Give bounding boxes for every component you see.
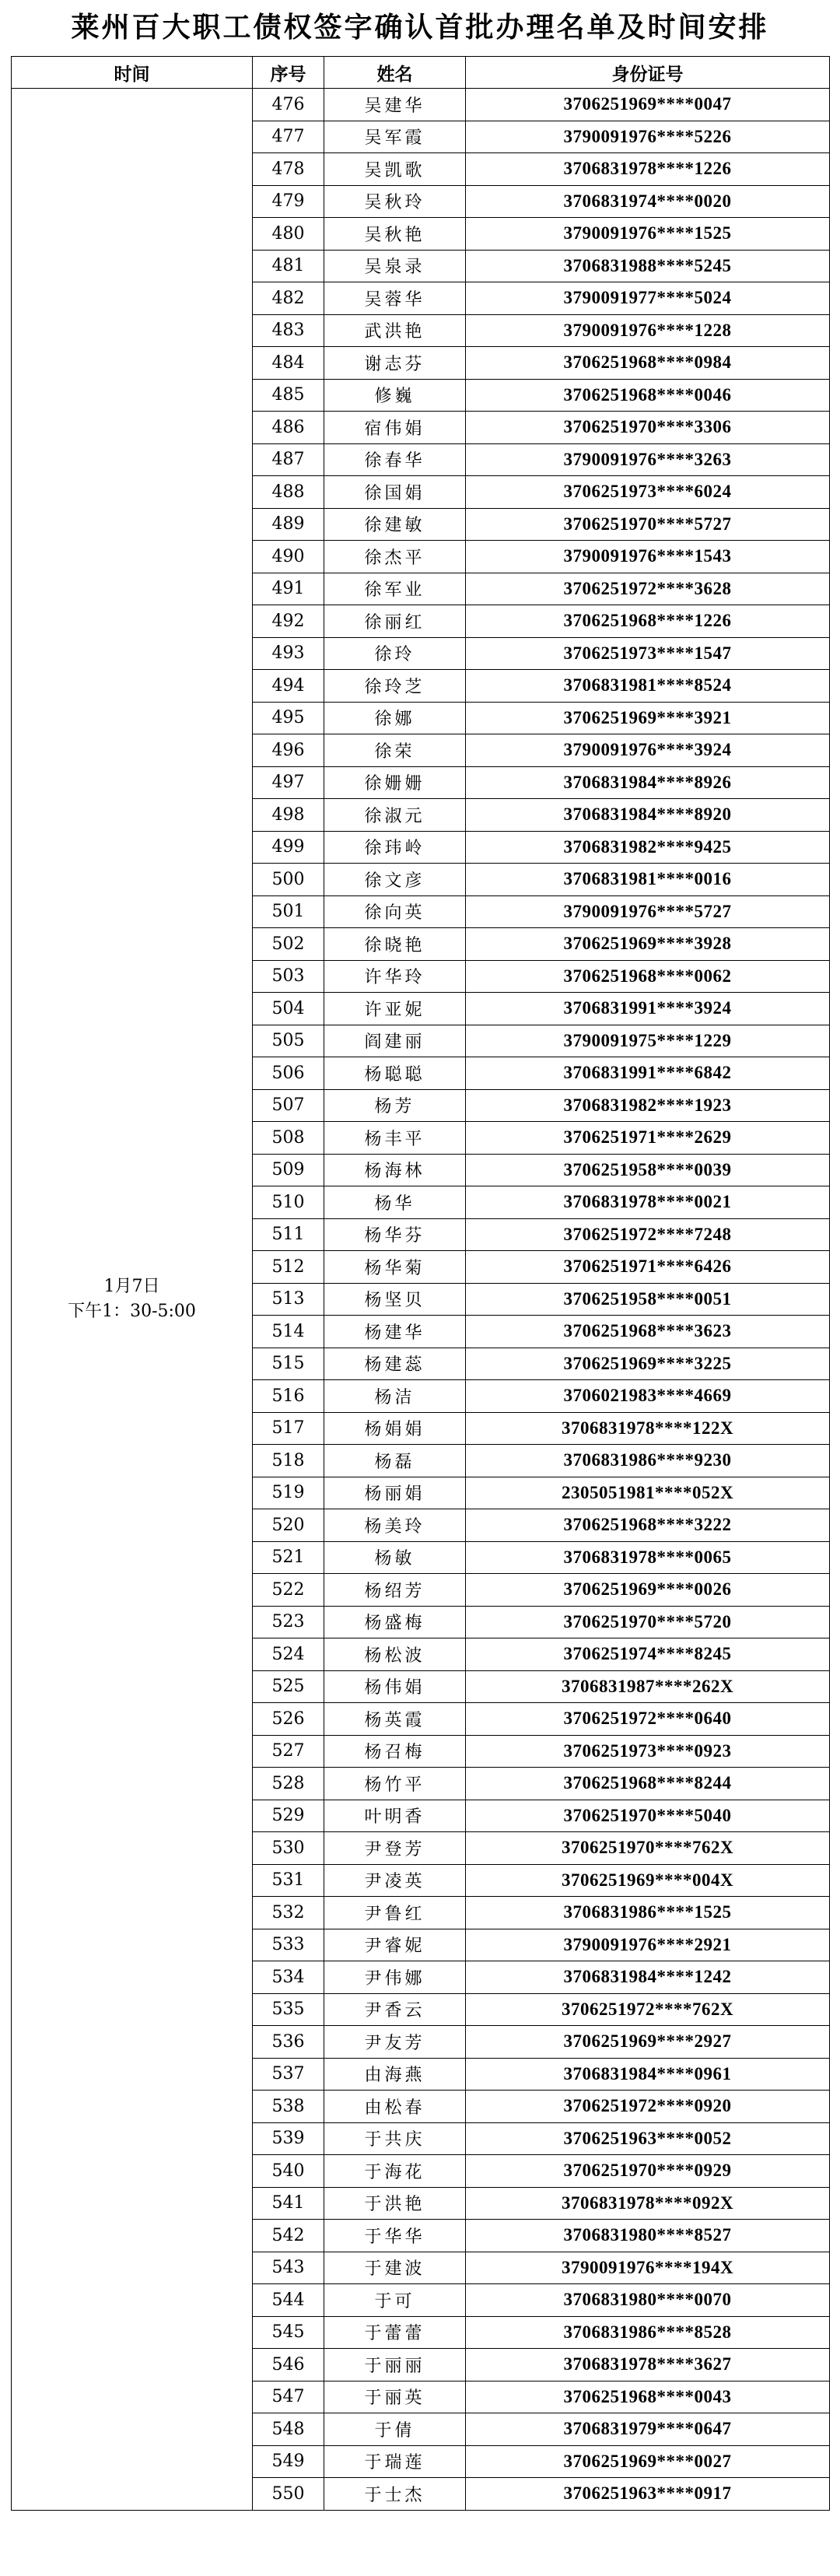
time-period: 下午1：30-5:00 [68,1301,196,1321]
name-cell: 杨娟娟 [324,1412,466,1445]
id-cell: 3706251968****0062 [466,960,830,993]
name-cell: 于建波 [324,2252,466,2284]
time-date: 1月7日 [103,1276,160,1296]
id-cell: 3706251963****0917 [466,2478,830,2511]
seq-cell: 521 [253,1541,324,1574]
name-cell: 徐娜 [324,702,466,734]
id-cell: 3790091977****5024 [466,282,830,315]
name-cell: 杨绍芳 [324,1574,466,1607]
name-cell: 尹友芳 [324,2026,466,2059]
id-cell: 3706251972****762X [466,1993,830,2026]
name-cell: 徐军业 [324,573,466,605]
name-cell: 于海花 [324,2155,466,2188]
id-cell: 3706251968****1226 [466,605,830,638]
seq-cell: 501 [253,895,324,928]
seq-cell: 512 [253,1251,324,1284]
seq-cell: 483 [253,314,324,347]
name-cell: 徐向英 [324,895,466,928]
name-cell: 杨华菊 [324,1251,466,1284]
seq-cell: 530 [253,1832,324,1865]
seq-cell: 538 [253,2091,324,2123]
name-cell: 杨敏 [324,1541,466,1574]
name-cell: 杨盛梅 [324,1606,466,1638]
id-cell: 3706251972****7248 [466,1218,830,1251]
seq-cell: 519 [253,1477,324,1509]
name-cell: 杨芳 [324,1089,466,1122]
seq-cell: 534 [253,1961,324,1994]
id-cell: 3706831978****3627 [466,2349,830,2381]
name-cell: 杨华 [324,1186,466,1219]
id-cell: 3706831982****9425 [466,831,830,864]
name-cell: 于共庆 [324,2122,466,2155]
id-cell: 3706251970****762X [466,1832,830,1865]
seq-cell: 497 [253,766,324,799]
id-cell: 3790091975****1229 [466,1025,830,1057]
name-cell: 杨丽娟 [324,1477,466,1509]
seq-cell: 506 [253,1057,324,1090]
id-cell: 3706251968****0046 [466,379,830,412]
seq-cell: 491 [253,573,324,605]
id-cell: 3706251974****8245 [466,1638,830,1671]
seq-cell: 528 [253,1768,324,1800]
id-cell: 3706831988****5245 [466,250,830,282]
name-cell: 许亚妮 [324,993,466,1025]
seq-cell: 549 [253,2445,324,2478]
id-cell: 3706831987****262X [466,1670,830,1703]
seq-cell: 482 [253,282,324,315]
name-cell: 吴军霞 [324,121,466,153]
id-cell: 3706831991****3924 [466,993,830,1025]
seq-cell: 489 [253,508,324,541]
name-cell: 于士杰 [324,2478,466,2511]
name-cell: 徐春华 [324,443,466,476]
seq-cell: 496 [253,734,324,767]
name-cell: 徐玲 [324,637,466,670]
name-cell: 徐姗姗 [324,766,466,799]
seq-cell: 546 [253,2349,324,2381]
seq-cell: 535 [253,1993,324,2026]
seq-cell: 499 [253,831,324,864]
seq-cell: 547 [253,2381,324,2413]
name-cell: 于倩 [324,2413,466,2446]
id-cell: 3790091976****3263 [466,443,830,476]
id-cell: 3706831979****0647 [466,2413,830,2446]
id-cell: 3706251968****3623 [466,1316,830,1348]
seq-cell: 478 [253,153,324,186]
name-cell: 吴建华 [324,89,466,121]
name-cell: 于洪艳 [324,2187,466,2220]
name-cell: 徐建敏 [324,508,466,541]
seq-cell: 479 [253,185,324,218]
name-cell: 徐淑元 [324,799,466,832]
id-cell: 3706831978****0021 [466,1186,830,1219]
name-cell: 徐国娟 [324,476,466,509]
seq-cell: 484 [253,347,324,380]
name-cell: 徐杰平 [324,541,466,573]
id-cell: 3706251970****3306 [466,412,830,444]
id-cell: 3706251968****0984 [466,347,830,380]
id-cell: 3706251969****3921 [466,702,830,734]
id-cell: 3790091976****5727 [466,895,830,928]
seq-cell: 492 [253,605,324,638]
name-cell: 徐文彦 [324,864,466,896]
id-cell: 3706831984****8926 [466,766,830,799]
table-row [12,89,830,121]
id-cell: 3790091976****194X [466,2252,830,2284]
seq-cell: 540 [253,2155,324,2188]
seq-cell: 480 [253,218,324,251]
seq-cell: 515 [253,1348,324,1380]
seq-cell: 502 [253,928,324,961]
id-cell: 3706831978****092X [466,2187,830,2220]
seq-cell: 516 [253,1380,324,1413]
name-cell: 由海燕 [324,2058,466,2091]
id-cell: 3706251968****0043 [466,2381,830,2413]
name-cell: 吴泉录 [324,250,466,282]
seq-cell: 526 [253,1703,324,1736]
seq-cell: 504 [253,993,324,1025]
id-cell: 3706831980****8527 [466,2220,830,2252]
seq-cell: 517 [253,1412,324,1445]
id-cell: 3706251958****0039 [466,1154,830,1186]
seq-cell: 481 [253,250,324,282]
name-cell: 徐晓艳 [324,928,466,961]
header-name: 姓名 [324,57,466,89]
id-cell: 3706251973****6024 [466,476,830,509]
name-cell: 杨洁 [324,1380,466,1413]
name-cell: 阎建丽 [324,1025,466,1057]
id-cell: 3706251968****8244 [466,1768,830,1800]
id-cell: 3706831980****0070 [466,2284,830,2317]
name-cell: 吴秋玲 [324,185,466,218]
header-seq: 序号 [253,57,324,89]
name-cell: 于丽丽 [324,2349,466,2381]
name-cell: 尹鲁红 [324,1897,466,1929]
name-cell: 杨建蕊 [324,1348,466,1380]
seq-cell: 494 [253,670,324,703]
name-cell: 武洪艳 [324,314,466,347]
table-body [12,89,830,2511]
name-cell: 宿伟娟 [324,412,466,444]
page-title: 莱州百大职工债权签字确认首批办理名单及时间安排 [71,11,769,44]
name-cell: 杨召梅 [324,1735,466,1768]
id-cell: 3706831978****0065 [466,1541,830,1574]
id-cell: 3706251970****5720 [466,1606,830,1638]
name-cell: 于蕾蕾 [324,2316,466,2349]
seq-cell: 531 [253,1864,324,1897]
name-cell: 杨美玲 [324,1509,466,1542]
name-cell: 吴秋艳 [324,218,466,251]
id-cell: 3706251973****0923 [466,1735,830,1768]
id-cell: 3706251969****2927 [466,2026,830,2059]
id-cell: 3790091976****5226 [466,121,830,153]
seq-cell: 544 [253,2284,324,2317]
seq-cell: 488 [253,476,324,509]
id-cell: 3706831986****9230 [466,1445,830,1477]
seq-cell: 518 [253,1445,324,1477]
seq-cell: 529 [253,1800,324,1832]
seq-cell: 513 [253,1283,324,1316]
seq-cell: 520 [253,1509,324,1542]
name-cell: 杨华芬 [324,1218,466,1251]
name-cell: 修巍 [324,379,466,412]
seq-cell: 486 [253,412,324,444]
seq-cell: 536 [253,2026,324,2059]
name-cell: 尹睿妮 [324,1929,466,1961]
seq-cell: 545 [253,2316,324,2349]
name-cell: 尹登芳 [324,1832,466,1865]
name-cell: 尹香云 [324,1993,466,2026]
name-cell: 杨松波 [324,1638,466,1671]
name-cell: 杨磊 [324,1445,466,1477]
seq-cell: 511 [253,1218,324,1251]
id-cell: 3706831981****0016 [466,864,830,896]
seq-cell: 490 [253,541,324,573]
name-cell: 于可 [324,2284,466,2317]
seq-cell: 510 [253,1186,324,1219]
id-cell: 3790091976****1228 [466,314,830,347]
id-cell: 3790091976****3924 [466,734,830,767]
id-cell: 3706251968****3222 [466,1509,830,1542]
name-cell: 于丽英 [324,2381,466,2413]
id-cell: 3790091976****1525 [466,218,830,251]
name-cell: 许华玲 [324,960,466,993]
id-cell: 3790091976****2921 [466,1929,830,1961]
id-cell: 3706251973****1547 [466,637,830,670]
id-cell: 3706831984****8920 [466,799,830,832]
seq-cell: 523 [253,1606,324,1638]
id-cell: 3706251969****0047 [466,89,830,121]
id-cell: 3706251970****5040 [466,1800,830,1832]
name-cell: 杨伟娟 [324,1670,466,1703]
seq-cell: 503 [253,960,324,993]
name-cell: 于华华 [324,2220,466,2252]
seq-cell: 498 [253,799,324,832]
seq-cell: 495 [253,702,324,734]
id-cell: 3706251972****0640 [466,1703,830,1736]
name-cell: 徐玲芝 [324,670,466,703]
seq-cell: 524 [253,1638,324,1671]
id-cell: 3706251969****0026 [466,1574,830,1607]
seq-cell: 477 [253,121,324,153]
id-cell: 3706831974****0020 [466,185,830,218]
name-cell: 杨海林 [324,1154,466,1186]
name-cell: 由松春 [324,2091,466,2123]
id-cell: 3706251971****6426 [466,1251,830,1284]
seq-cell: 525 [253,1670,324,1703]
id-cell: 3706831986****8528 [466,2316,830,2349]
header-row [12,57,830,89]
id-cell: 3706831978****122X [466,1412,830,1445]
header-time: 时间 [12,57,253,89]
seq-cell: 485 [253,379,324,412]
name-cell: 杨坚贝 [324,1283,466,1316]
id-cell: 3706021983****4669 [466,1380,830,1413]
name-cell: 吴蓉华 [324,282,466,315]
seq-cell: 543 [253,2252,324,2284]
id-cell: 2305051981****052X [466,1477,830,1509]
seq-cell: 476 [253,89,324,121]
name-cell: 杨英霞 [324,1703,466,1736]
id-cell: 3706251970****5727 [466,508,830,541]
name-cell: 叶明香 [324,1800,466,1832]
seq-cell: 505 [253,1025,324,1057]
name-cell: 杨竹平 [324,1768,466,1800]
seq-cell: 508 [253,1122,324,1155]
name-cell: 徐丽红 [324,605,466,638]
seq-cell: 493 [253,637,324,670]
id-cell: 3706251969****3928 [466,928,830,961]
seq-cell: 509 [253,1154,324,1186]
id-cell: 3706251970****0929 [466,2155,830,2188]
header-id: 身份证号 [466,57,830,89]
id-cell: 3706251958****0051 [466,1283,830,1316]
seq-cell: 533 [253,1929,324,1961]
seq-cell: 532 [253,1897,324,1929]
seq-cell: 500 [253,864,324,896]
seq-cell: 541 [253,2187,324,2220]
seq-cell: 539 [253,2122,324,2155]
time-cell [12,89,253,2511]
seq-cell: 527 [253,1735,324,1768]
name-cell: 于瑞莲 [324,2445,466,2478]
id-cell: 3706831982****1923 [466,1089,830,1122]
seq-cell: 548 [253,2413,324,2446]
name-cell: 徐荣 [324,734,466,767]
name-cell: 杨丰平 [324,1122,466,1155]
seq-cell: 550 [253,2478,324,2511]
seq-cell: 522 [253,1574,324,1607]
id-cell: 3706831978****1226 [466,153,830,186]
id-cell: 3706251969****0027 [466,2445,830,2478]
seq-cell: 537 [253,2058,324,2091]
id-cell: 3706831991****6842 [466,1057,830,1090]
id-cell: 3790091976****1543 [466,541,830,573]
name-cell: 吴凯歌 [324,153,466,186]
id-cell: 3706251969****3225 [466,1348,830,1380]
id-cell: 3706831986****1525 [466,1897,830,1929]
id-cell: 3706831984****0961 [466,2058,830,2091]
name-cell: 徐玮岭 [324,831,466,864]
name-cell: 尹凌英 [324,1864,466,1897]
id-cell: 3706251971****2629 [466,1122,830,1155]
seq-cell: 514 [253,1316,324,1348]
name-cell: 杨聪聪 [324,1057,466,1090]
id-cell: 3706831981****8524 [466,670,830,703]
name-cell: 谢志芬 [324,347,466,380]
name-cell: 杨建华 [324,1316,466,1348]
id-cell: 3706251972****0920 [466,2091,830,2123]
name-cell: 尹伟娜 [324,1961,466,1994]
seq-cell: 542 [253,2220,324,2252]
id-cell: 3706251963****0052 [466,2122,830,2155]
schedule-table [11,56,830,2511]
seq-cell: 487 [253,443,324,476]
id-cell: 3706831984****1242 [466,1961,830,1994]
seq-cell: 507 [253,1089,324,1122]
id-cell: 3706251972****3628 [466,573,830,605]
id-cell: 3706251969****004X [466,1864,830,1897]
